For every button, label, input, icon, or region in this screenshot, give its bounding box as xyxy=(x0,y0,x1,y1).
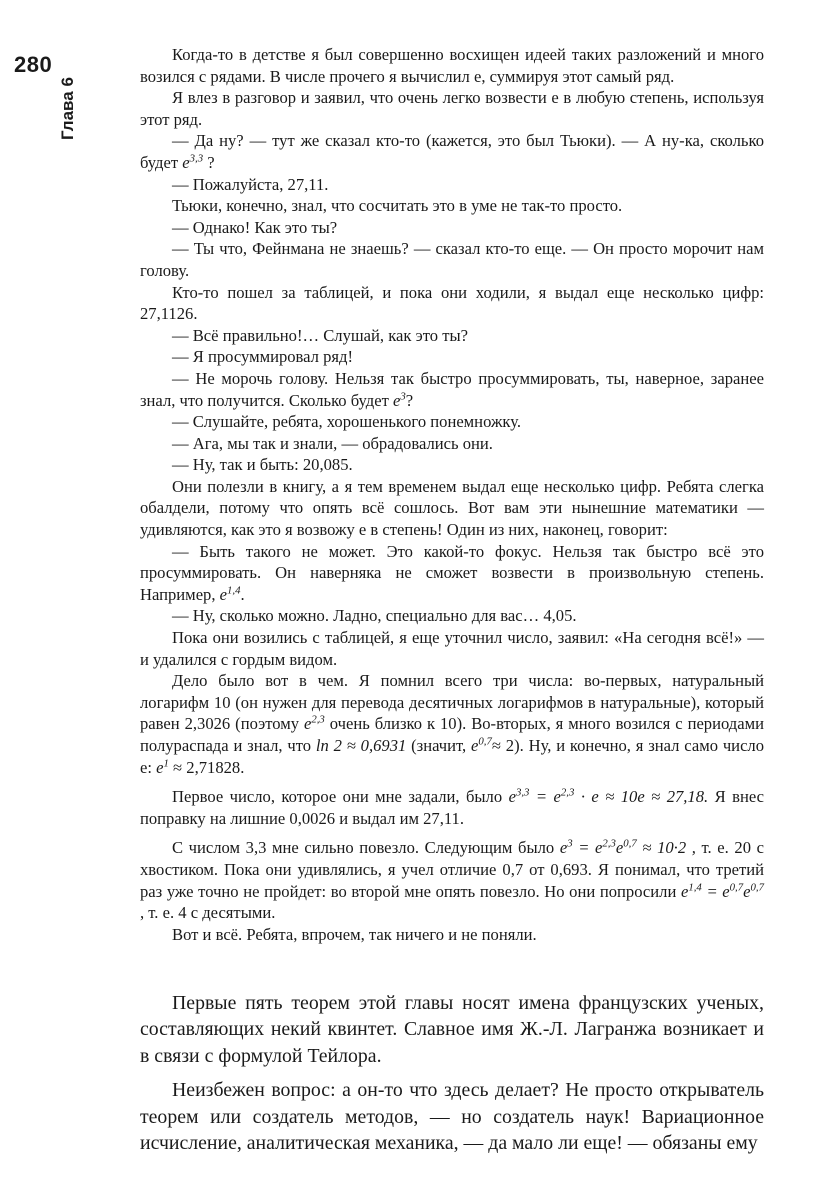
paragraph: — Да ну? — тут же сказал кто-то (кажется, это был Тьюки). — А ну-ка, сколько будет $e^{3,3}$ ? xyxy=(140,131,764,172)
paragraph: Я влез в разговор и заявил, что очень легко возвести e в любую степень, используя этот ряд. xyxy=(140,88,764,129)
paragraph: — Быть такого не может. Это какой-то фокус. Нельзя так быстро всё это просуммировать. Он наверняка не сможет возвести в произвольную степень. Например, $e^{1,4}$. xyxy=(140,541,764,604)
paragraph: Неизбежен вопрос: а он-то что здесь делает? Не просто открыватель теорем или создатель методов, — но создатель наук! Вариационное исчисление, аналитическая механика, — да мало ли еще! — обязаны ему xyxy=(140,1079,764,1155)
formula: $e^3 = e^{2,3}e^{0,7} \approx 10\cdot 2$ , xyxy=(559,837,696,858)
paragraph: — Однако! Как это ты? xyxy=(172,217,338,237)
paragraph: Пока они возились с таблицей, я еще уточнил число, заявил: «На сегодня всё!» — и удалился с гордым видом. xyxy=(140,628,764,669)
formula: $e^{3,3} = e^{2,3} \cdot e \approx 10e \approx 27,18$. xyxy=(508,786,709,807)
paragraph: — Ты что, Фейнмана не знаешь? — сказал кто-то еще. — Он просто морочит нам голову. xyxy=(140,239,764,280)
paragraph: — Ну, сколько можно. Ладно, специально для вас… 4,05. xyxy=(172,606,577,626)
formula: $e^{3,3}$ xyxy=(182,152,204,172)
main-text-block xyxy=(140,990,764,1156)
paragraph: — Всё правильно!… Слушай, как это ты? xyxy=(172,325,468,345)
paragraph: Первые пять теорем этой главы носят имена французских ученых, составляющих некий квинтет. Славное имя Ж.-Л. Лагранжа возникает и в связи с формулой Тейлора. xyxy=(140,992,764,1067)
paragraph: С числом 3,3 мне сильно повезло. Следующим было $e^3 = e^{2,3}e^{0,7} \approx 10\cdot 2$ , т. е. 20 с хвостиком. Пока они удивлялись, я учел отличие 0,7 от 0,693. Я понимал, что третий раз уже точно не пройдет: во второй мне опять повезло. Но они попросили $e^{1,4} = e^{0,7}e^{0,7}$ , т. е. 4 с десятыми. xyxy=(140,837,764,923)
formula: $e^{1,4}$ xyxy=(219,584,241,604)
paragraph: Тьюки, конечно, знал, что сосчитать это в уме не так-то просто. xyxy=(172,196,623,216)
paragraph: Первое число, которое они мне задали, было $e^{3,3} = e^{2,3} \cdot e \approx 10e \approx 27,18$. Я внес поправку на лишние 0,0026 и выдал им 27,11. xyxy=(140,786,764,828)
paragraph: — Ну, так и быть: 20,085. xyxy=(172,455,353,475)
paragraph: — Я просуммировал ряд! xyxy=(172,347,353,367)
formula: $e^{0,7}$ xyxy=(471,735,492,755)
formula: $e^1$ xyxy=(156,757,169,777)
paragraph: Когда-то в детстве я был совершенно восхищен идеей таких разложений и много возился с рядами. В числе прочего я вычислил e, суммируя этот самый ряд. xyxy=(140,45,764,86)
formula: $e^3$ xyxy=(393,389,406,410)
formula: ln 2 ≈ 0,6931 xyxy=(315,736,407,755)
page-number: 280 xyxy=(14,52,53,77)
paragraph: — Пожалуйста, 27,11. xyxy=(172,174,329,194)
paragraph: Кто-то пошел за таблицей, и пока они ходили, я выдал еще несколько цифр: 27,1126. xyxy=(140,282,764,324)
paragraph: Они полезли в книгу, а я тем временем выдал еще несколько цифр. Ребята слегка обалдели, потому что опять всё сошлось. Вот вам эти нынешние математики — удивляются, как это я возвожу e в степень! Один из них, наконец, говорит: xyxy=(140,476,764,540)
quote-block xyxy=(140,44,764,945)
formula: $e^{2,3}$ xyxy=(303,713,325,734)
chapter-label: Глава 6 xyxy=(58,77,77,140)
paragraph: Вот и всё. Ребята, впрочем, так ничего и не поняли. xyxy=(172,924,537,944)
paragraph: Дело было вот в чем. Я помнил всего три числа: во-первых, натуральный логарифм 10 (он нужен для перевода десятичных логарифмов в натуральные), который равен 2,3026 (поэтому $e^{2,3}$ очень близко к 10). Во-вторых, я много возился с периодами полураспада и знал, что ln 2 ≈ 0,6931 (значит, $e^{0,7}\approx 2$). Ну, и конечно, я знал само число e: $e^1 \approx 2,71828$. xyxy=(140,671,765,777)
formula: $e^{1,4} = e^{0,7}e^{0,7}$ xyxy=(680,881,764,901)
paragraph: — Не морочь голову. Нельзя так быстро просуммировать, ты, наверное, заранее знал, что получится. Сколько будет $e^3$? xyxy=(140,368,764,410)
paragraph: — Слушайте, ребята, хорошенького понемножку. xyxy=(172,412,522,432)
paragraph: — Ага, мы так и знали, — обрадовались они. xyxy=(172,433,493,453)
